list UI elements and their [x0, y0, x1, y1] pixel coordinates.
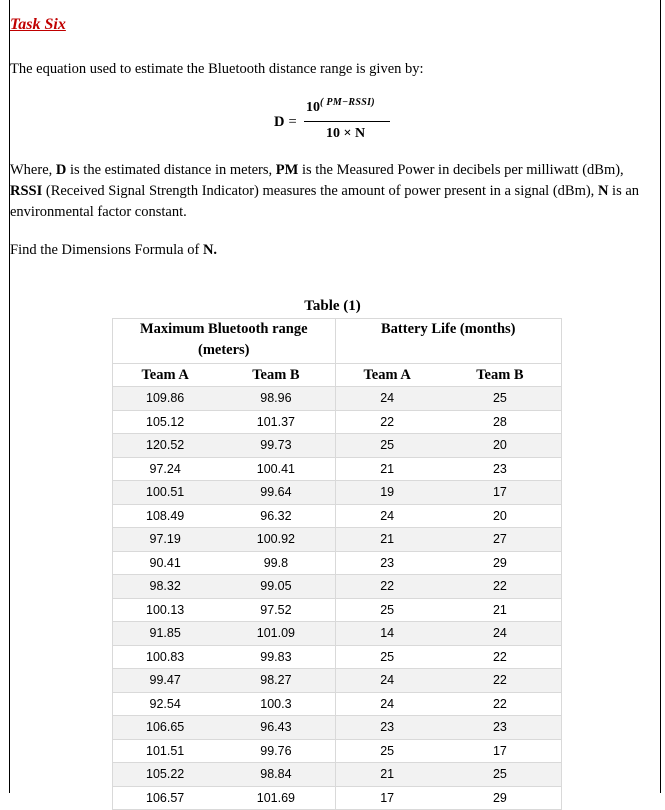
table-row	[113, 387, 562, 411]
find-text: Find the Dimensions Formula of	[10, 242, 203, 258]
cell-battery-team-a: 24	[335, 692, 439, 716]
cell-battery-team-b: 22	[439, 575, 562, 599]
cell-battery-team-a: 24	[335, 504, 439, 528]
cell-range-team-a: 120.52	[113, 434, 218, 458]
cell-battery-team-a: 21	[335, 457, 439, 481]
cell-range-team-a: 91.85	[113, 622, 218, 646]
table-row	[113, 410, 562, 434]
cell-battery-team-b: 29	[439, 786, 562, 810]
cell-range-team-b: 96.43	[217, 716, 335, 740]
where-text-4: (Received Signal Strength Indicator) measures the amount of power present in a signal (dBm),	[42, 183, 598, 199]
cell-range-team-b: 99.76	[217, 739, 335, 763]
data-table	[112, 318, 562, 810]
cell-range-team-a: 101.51	[113, 739, 218, 763]
table-row	[113, 786, 562, 810]
cell-range-team-b: 98.84	[217, 763, 335, 787]
table-row	[113, 763, 562, 787]
where-text-1: Where,	[10, 162, 56, 178]
find-question	[10, 242, 217, 259]
cell-range-team-a: 106.57	[113, 786, 218, 810]
where-bold-pm: PM	[275, 162, 299, 178]
cell-battery-team-a: 21	[335, 763, 439, 787]
cell-battery-team-b: 23	[439, 716, 562, 740]
cell-battery-team-b: 17	[439, 481, 562, 505]
table-caption: Table (1)	[304, 298, 361, 314]
where-text-5: is an environmental factor constant.	[10, 183, 640, 220]
cell-battery-team-b: 20	[439, 504, 562, 528]
cell-range-team-a: 90.41	[113, 551, 218, 575]
cell-battery-team-b: 25	[439, 387, 562, 411]
cell-battery-team-a: 19	[335, 481, 439, 505]
cell-range-team-b: 99.8	[217, 551, 335, 575]
cell-range-team-b: 100.92	[217, 528, 335, 552]
where-bold-rssi: RSSI	[10, 183, 43, 199]
table-row	[113, 645, 562, 669]
cell-range-team-b: 101.09	[217, 622, 335, 646]
table-row	[113, 528, 562, 552]
where-bold-d: D	[55, 162, 67, 178]
cell-battery-team-b: 21	[439, 598, 562, 622]
cell-battery-team-a: 17	[335, 786, 439, 810]
table-row	[113, 481, 562, 505]
cell-range-team-a: 105.22	[113, 763, 218, 787]
cell-range-team-b: 96.32	[217, 504, 335, 528]
intro-text: The equation used to estimate the Bluetooth distance range is given by:	[10, 61, 424, 77]
table-row	[113, 622, 562, 646]
cell-battery-team-a: 24	[335, 669, 439, 693]
cell-battery-team-b: 22	[439, 669, 562, 693]
table-row	[113, 739, 562, 763]
cell-battery-team-b: 23	[439, 457, 562, 481]
cell-range-team-a: 100.51	[113, 481, 218, 505]
cell-range-team-a: 108.49	[113, 504, 218, 528]
cell-battery-team-a: 21	[335, 528, 439, 552]
subheader-team-b-battery: Team B	[439, 364, 562, 387]
cell-battery-team-a: 23	[335, 551, 439, 575]
table-row	[113, 716, 562, 740]
where-bold-n: N	[597, 183, 609, 199]
cell-battery-team-b: 28	[439, 410, 562, 434]
cell-range-team-a: 100.13	[113, 598, 218, 622]
cell-range-team-b: 99.64	[217, 481, 335, 505]
table-row	[113, 692, 562, 716]
cell-range-team-a: 92.54	[113, 692, 218, 716]
numerator-exponent: ( PM−RSSI)	[320, 97, 375, 108]
cell-range-team-b: 99.05	[217, 575, 335, 599]
cell-battery-team-a: 22	[335, 575, 439, 599]
cell-range-team-a: 98.32	[113, 575, 218, 599]
cell-range-team-a: 99.47	[113, 669, 218, 693]
cell-range-team-b: 98.27	[217, 669, 335, 693]
cell-battery-team-b: 22	[439, 645, 562, 669]
cell-battery-team-b: 25	[439, 763, 562, 787]
task-title: Task Six	[10, 16, 66, 33]
cell-range-team-a: 105.12	[113, 410, 218, 434]
table-body	[113, 387, 562, 810]
cell-battery-team-b: 29	[439, 551, 562, 575]
cell-range-team-a: 97.24	[113, 457, 218, 481]
subheader-team-a-range: Team A	[113, 364, 218, 387]
table-row	[113, 457, 562, 481]
cell-battery-team-a: 14	[335, 622, 439, 646]
subheader-team-b-range: Team B	[217, 364, 335, 387]
equation-numerator	[306, 97, 375, 116]
cell-range-team-b: 98.96	[217, 387, 335, 411]
fraction-bar	[304, 121, 390, 122]
cell-battery-team-a: 22	[335, 410, 439, 434]
where-text-3: is the Measured Power in decibels per milliwatt (dBm),	[298, 162, 624, 178]
cell-range-team-b: 101.37	[217, 410, 335, 434]
cell-range-team-a: 100.83	[113, 645, 218, 669]
cell-battery-team-a: 25	[335, 739, 439, 763]
cell-battery-team-a: 25	[335, 598, 439, 622]
cell-battery-team-b: 27	[439, 528, 562, 552]
table-row	[113, 504, 562, 528]
subheader-team-a-battery: Team A	[335, 364, 439, 387]
equation-equals: =	[288, 114, 297, 130]
equation-denominator: 10 × N	[326, 126, 366, 141]
find-bold: N.	[202, 242, 218, 258]
cell-range-team-b: 99.73	[217, 434, 335, 458]
table-row	[113, 434, 562, 458]
cell-battery-team-b: 22	[439, 692, 562, 716]
table-row	[113, 575, 562, 599]
cell-battery-team-b: 17	[439, 739, 562, 763]
cell-range-team-b: 100.41	[217, 457, 335, 481]
cell-battery-team-a: 25	[335, 645, 439, 669]
where-paragraph	[10, 160, 655, 223]
cell-battery-team-a: 25	[335, 434, 439, 458]
cell-battery-team-b: 20	[439, 434, 562, 458]
equation-lhs	[274, 114, 297, 131]
cell-battery-team-a: 23	[335, 716, 439, 740]
equation-variable-d: D	[274, 114, 285, 130]
header-battery-life: Battery Life (months)	[335, 319, 561, 364]
table-row	[113, 598, 562, 622]
table-row	[113, 551, 562, 575]
cell-range-team-b: 101.69	[217, 786, 335, 810]
cell-range-team-a: 106.65	[113, 716, 218, 740]
header-bluetooth-range: Maximum Bluetooth range (meters)	[113, 319, 336, 364]
cell-range-team-a: 109.86	[113, 387, 218, 411]
cell-range-team-b: 100.3	[217, 692, 335, 716]
cell-range-team-b: 99.83	[217, 645, 335, 669]
cell-battery-team-a: 24	[335, 387, 439, 411]
cell-range-team-a: 97.19	[113, 528, 218, 552]
table-row	[113, 669, 562, 693]
cell-battery-team-b: 24	[439, 622, 562, 646]
numerator-base: 10	[306, 100, 320, 115]
where-text-2: is the estimated distance in meters,	[66, 162, 276, 178]
cell-range-team-b: 97.52	[217, 598, 335, 622]
